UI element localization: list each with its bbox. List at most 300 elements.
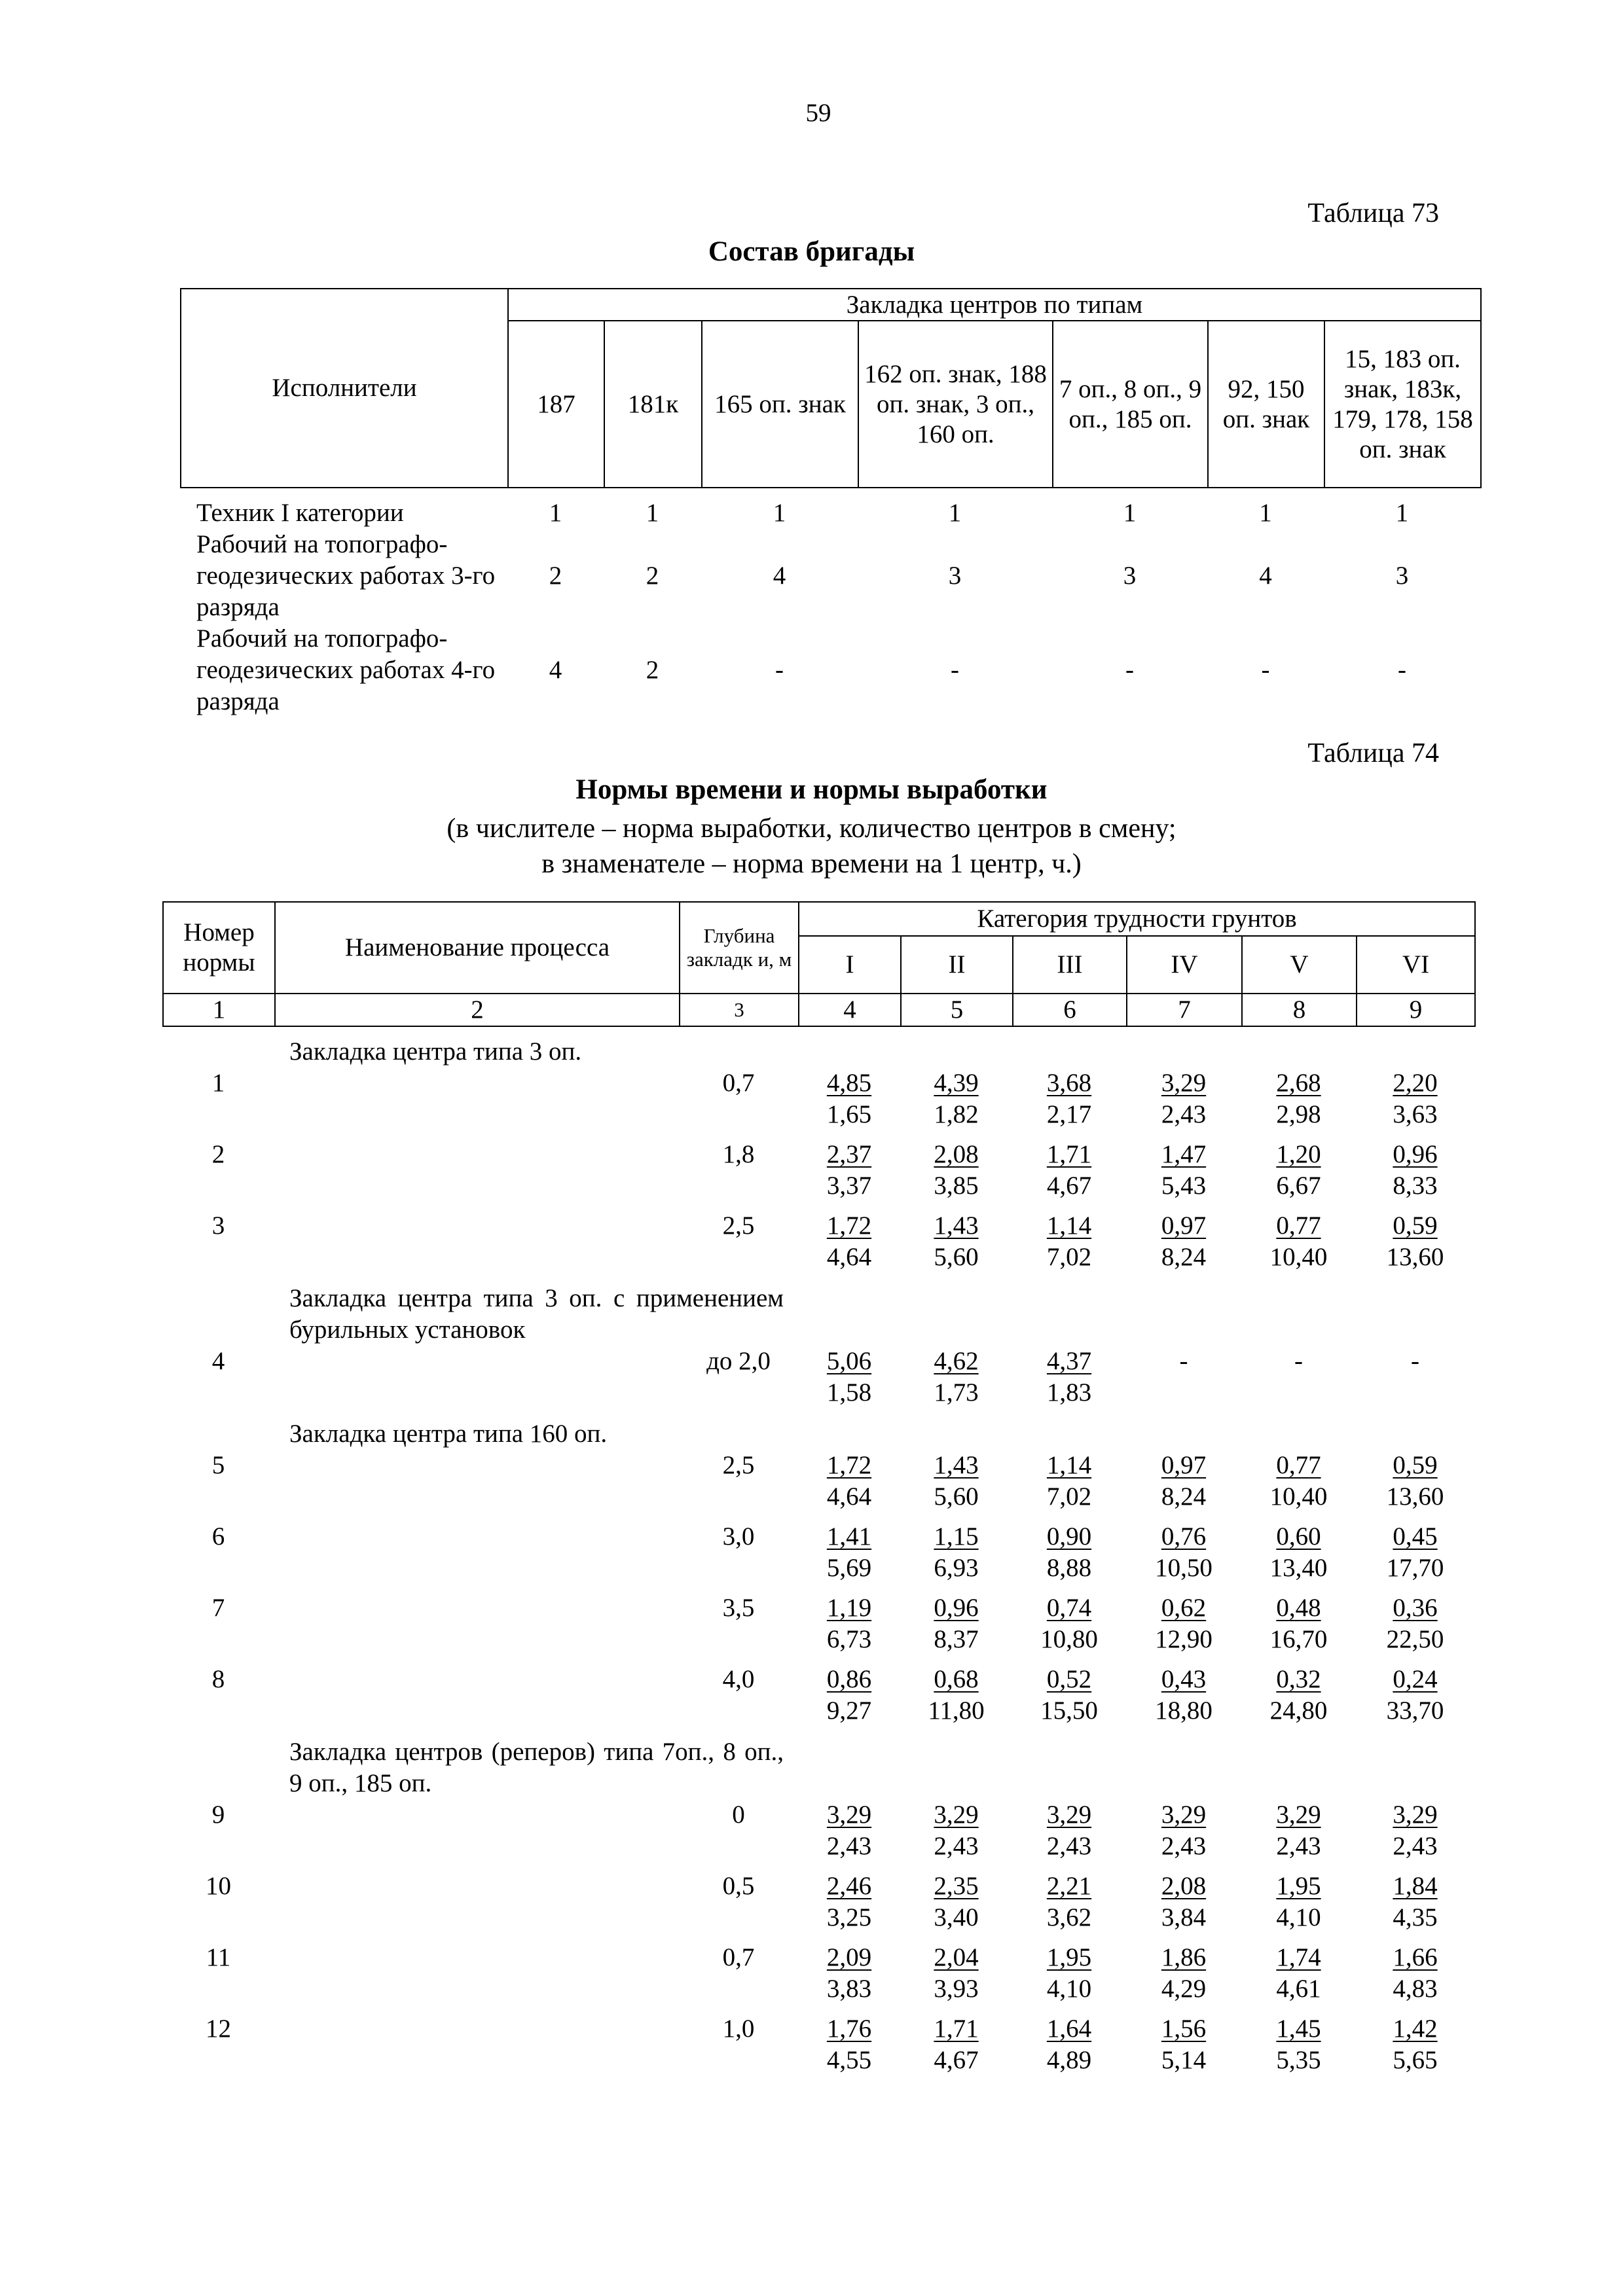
output-norm-text: 1,14 (1046, 1451, 1092, 1479)
output-norm-text: 1,56 (1161, 2015, 1207, 2043)
output-norm (1241, 2013, 1356, 2045)
output-norm (1126, 1450, 1241, 1481)
table73-caption: Таблица 73 (1307, 198, 1439, 228)
process-group-label: Закладка центра типа 3 оп. с применением бурильных установок (289, 1284, 784, 1344)
time-norm: 24,80 (1269, 1696, 1328, 1725)
output-norm (1356, 1664, 1474, 1695)
depth-value: 0,5 (722, 1872, 755, 1900)
output-norm (1356, 1942, 1474, 1973)
table-row (162, 1871, 1474, 1933)
output-norm-text: 3,29 (1046, 1801, 1092, 1829)
output-norm-text: 2,08 (934, 1140, 979, 1168)
table-row (162, 2013, 1474, 2076)
header-category: VI (1357, 936, 1475, 994)
output-norm (798, 1592, 900, 1624)
header-group: Закладка центров по типам (508, 289, 1481, 321)
output-norm-text: 2,20 (1393, 1069, 1438, 1097)
table-row (162, 1942, 1474, 2005)
time-norm: 6,93 (934, 1554, 979, 1582)
time-norm: 2,43 (1046, 1832, 1092, 1860)
output-norm-text: 3,29 (1161, 1801, 1207, 1829)
output-norm (1356, 1067, 1474, 1099)
row-value: 3 (948, 562, 962, 590)
time-norm: 5,43 (1161, 1172, 1207, 1200)
time-norm: 3,37 (826, 1172, 872, 1200)
output-norm-text: 0,76 (1161, 1522, 1207, 1551)
row-value: 1 (646, 499, 659, 527)
header-category: III (1013, 936, 1127, 994)
time-norm: 4,67 (1046, 1172, 1092, 1200)
row-value: 4 (1259, 562, 1272, 590)
norm-number: 5 (211, 1451, 225, 1479)
header-category: IV (1127, 936, 1242, 994)
table-row (162, 1210, 1474, 1273)
time-norm: 5,60 (934, 1482, 979, 1511)
depth-value: до 2,0 (706, 1347, 771, 1375)
output-norm (900, 1871, 1012, 1902)
row-value: 1 (1259, 499, 1272, 527)
output-norm (798, 1346, 900, 1377)
row-value: 1 (948, 499, 962, 527)
row-value: 2 (646, 562, 659, 590)
output-norm (1241, 1210, 1356, 1242)
header-col: 165 оп. знак (702, 321, 858, 488)
norm-number: 3 (211, 1211, 225, 1240)
output-norm (1356, 2013, 1474, 2045)
norm-number: 7 (211, 1594, 225, 1622)
output-norm (1012, 1450, 1126, 1481)
depth-value: 3,5 (722, 1594, 755, 1622)
header-col-number: 5 (901, 994, 1013, 1026)
time-norm: 8,37 (934, 1625, 979, 1653)
norm-number: 4 (211, 1347, 225, 1375)
time-norm: 18,80 (1155, 1696, 1213, 1725)
output-norm: - (1411, 1347, 1419, 1375)
output-norm-text: 1,95 (1276, 1872, 1321, 1900)
time-norm: 3,83 (826, 1975, 872, 2003)
time-norm: 4,10 (1276, 1903, 1321, 1931)
time-norm: 6,73 (826, 1625, 872, 1653)
time-norm: 2,43 (1161, 1100, 1207, 1128)
time-norm: 3,85 (934, 1172, 979, 1200)
page-number: 59 (805, 99, 831, 127)
output-norm (1012, 1871, 1126, 1902)
table-row (162, 1346, 1474, 1408)
header-col: 181к (604, 321, 702, 488)
time-norm: 17,70 (1386, 1554, 1444, 1582)
header-col-number: 6 (1013, 994, 1127, 1026)
time-norm: 4,35 (1393, 1903, 1438, 1931)
table73-title: Состав бригады (708, 236, 915, 267)
output-norm-text: 1,15 (934, 1522, 979, 1551)
norm-number: 11 (206, 1943, 231, 1971)
output-norm-text: 1,19 (826, 1594, 872, 1622)
depth-value: 4,0 (722, 1665, 755, 1693)
output-norm-text: 2,04 (934, 1943, 979, 1971)
time-norm: 9,27 (826, 1696, 872, 1725)
output-norm-text: 1,71 (1046, 1140, 1092, 1168)
output-norm-text: 1,72 (826, 1211, 872, 1240)
row-value: 4 (549, 656, 562, 684)
time-norm: 11,80 (928, 1696, 985, 1725)
norm-number: 2 (211, 1140, 225, 1168)
header-col-number: 9 (1357, 994, 1475, 1026)
output-norm-text: 0,77 (1276, 1451, 1321, 1479)
table-row (180, 497, 1480, 529)
row-value: 1 (773, 499, 786, 527)
time-norm: 10,80 (1040, 1625, 1098, 1653)
table-row (162, 1592, 1474, 1655)
time-norm: 3,62 (1046, 1903, 1092, 1931)
header-process-name: Наименование процесса (275, 902, 680, 994)
time-norm: 3,63 (1393, 1100, 1438, 1128)
header-col-number: 8 (1242, 994, 1357, 1026)
time-norm: 2,17 (1046, 1100, 1092, 1128)
output-norm-text: 0,68 (934, 1665, 979, 1693)
time-norm: 6,67 (1276, 1172, 1321, 1200)
output-norm (1356, 1450, 1474, 1481)
output-norm-text: 1,84 (1393, 1872, 1438, 1900)
output-norm (798, 1139, 900, 1170)
time-norm: 3,84 (1161, 1903, 1207, 1931)
output-norm (1126, 1942, 1241, 1973)
row-value: 1 (1123, 499, 1137, 527)
output-norm-text: 2,08 (1161, 1872, 1207, 1900)
time-norm: 1,73 (934, 1378, 979, 1407)
output-norm-text: 1,72 (826, 1451, 872, 1479)
row-value: - (951, 656, 959, 684)
table-row (162, 1450, 1474, 1513)
output-norm-text: 3,29 (934, 1801, 979, 1829)
output-norm-text: 0,59 (1393, 1451, 1438, 1479)
output-norm: - (1294, 1347, 1303, 1375)
row-value: 2 (549, 562, 562, 590)
row-label: Рабочий на топографо-геодезических работах 4-го разряда (196, 624, 496, 715)
output-norm-text: 5,06 (826, 1347, 872, 1375)
output-norm (1126, 1871, 1241, 1902)
output-norm (1012, 1664, 1126, 1695)
output-norm-text: 1,14 (1046, 1211, 1092, 1240)
output-norm (798, 1664, 900, 1695)
output-norm (1126, 1139, 1241, 1170)
output-norm (1356, 1799, 1474, 1831)
time-norm: 3,40 (934, 1903, 979, 1931)
output-norm (1012, 1139, 1126, 1170)
header-col-number: 4 (799, 994, 901, 1026)
table73-header (180, 288, 1482, 488)
output-norm (1356, 1592, 1474, 1624)
output-norm-text: 0,60 (1276, 1522, 1321, 1551)
output-norm (1126, 1799, 1241, 1831)
header-norm-number: Номер нормы (163, 902, 275, 994)
output-norm-text: 0,59 (1393, 1211, 1438, 1240)
output-norm-text: 0,97 (1161, 1211, 1207, 1240)
output-norm-text: 4,62 (934, 1347, 979, 1375)
output-norm-text: 0,24 (1393, 1665, 1438, 1693)
output-norm-text: 0,96 (934, 1594, 979, 1622)
output-norm (1012, 1521, 1126, 1552)
row-value: - (1398, 656, 1406, 684)
time-norm: 4,89 (1046, 2046, 1092, 2074)
depth-value: 2,5 (722, 1211, 755, 1240)
time-norm: 1,83 (1046, 1378, 1092, 1407)
time-norm: 1,65 (826, 1100, 872, 1128)
norm-number: 9 (211, 1801, 225, 1829)
output-norm (900, 1664, 1012, 1695)
output-norm-text: 0,96 (1393, 1140, 1438, 1168)
output-norm-text: 0,90 (1046, 1522, 1092, 1551)
output-norm-text: 1,41 (826, 1522, 872, 1551)
output-norm-text: 0,77 (1276, 1211, 1321, 1240)
process-group-label: Закладка центров (реперов) типа 7оп., 8 оп., 9 оп., 185 оп. (289, 1738, 784, 1797)
output-norm (900, 1210, 1012, 1242)
time-norm: 3,25 (826, 1903, 872, 1931)
output-norm (798, 2013, 900, 2045)
row-value: 2 (646, 656, 659, 684)
depth-value: 2,5 (722, 1451, 755, 1479)
output-norm (1241, 1521, 1356, 1552)
output-norm-text: 1,47 (1161, 1140, 1207, 1168)
output-norm (1012, 1799, 1126, 1831)
output-norm-text: 0,36 (1393, 1594, 1438, 1622)
output-norm (900, 1799, 1012, 1831)
output-norm (1356, 1521, 1474, 1552)
output-norm-text: 0,74 (1046, 1594, 1092, 1622)
header-category: I (799, 936, 901, 994)
output-norm (1126, 1521, 1241, 1552)
output-norm-text: 4,85 (826, 1069, 872, 1097)
row-label: Техник I категории (196, 499, 404, 527)
time-norm: 8,88 (1046, 1554, 1092, 1582)
output-norm (798, 1871, 900, 1902)
output-norm (798, 1799, 900, 1831)
output-norm (1012, 1210, 1126, 1242)
output-norm-text: 3,29 (826, 1801, 872, 1829)
output-norm (1126, 2013, 1241, 2045)
time-norm: 16,70 (1269, 1625, 1328, 1653)
table74-subtitle-1: (в числителе – норма выработки, количество центров в смену; (447, 814, 1176, 844)
time-norm: 4,55 (826, 2046, 872, 2074)
output-norm (1241, 1871, 1356, 1902)
table74-subtitle-2: в знаменателе – норма времени на 1 центр, ч.) (541, 849, 1082, 879)
header-col: 15, 183 оп. знак, 183к, 179, 178, 158 оп. знак (1324, 321, 1481, 488)
output-norm (900, 1592, 1012, 1624)
time-norm: 7,02 (1046, 1243, 1092, 1271)
table-row (180, 623, 1480, 717)
time-norm: 7,02 (1046, 1482, 1092, 1511)
norm-number: 1 (211, 1069, 225, 1097)
output-norm (1356, 1871, 1474, 1902)
output-norm (900, 2013, 1012, 2045)
time-norm: 3,93 (934, 1975, 979, 2003)
time-norm: 13,40 (1269, 1554, 1328, 1582)
table-row (162, 1067, 1474, 1130)
time-norm: 2,43 (1276, 1832, 1321, 1860)
table74-caption: Таблица 74 (1307, 738, 1439, 768)
process-group-label: Закладка центра типа 160 оп. (289, 1420, 608, 1448)
time-norm: 5,60 (934, 1243, 979, 1271)
output-norm (798, 1521, 900, 1552)
output-norm (1241, 1139, 1356, 1170)
output-norm-text: 3,29 (1393, 1801, 1438, 1829)
time-norm: 10,40 (1269, 1482, 1328, 1511)
output-norm-text: 2,37 (826, 1140, 872, 1168)
header-depth: Глубина закладк и, м (680, 902, 799, 994)
time-norm: 8,24 (1161, 1243, 1207, 1271)
output-norm-text: 0,32 (1276, 1665, 1321, 1693)
output-norm (1012, 1942, 1126, 1973)
depth-value: 1,8 (722, 1140, 755, 1168)
output-norm (1012, 1346, 1126, 1377)
header-col: 7 оп., 8 оп., 9 оп., 185 оп. (1053, 321, 1208, 488)
header-col-number: 2 (275, 994, 680, 1026)
table-row (162, 1139, 1474, 1202)
output-norm (1012, 2013, 1126, 2045)
output-norm (1241, 1664, 1356, 1695)
output-norm-text: 3,29 (1161, 1069, 1207, 1097)
output-norm-text: 3,29 (1276, 1801, 1321, 1829)
time-norm: 4,10 (1046, 1975, 1092, 2003)
time-norm: 5,14 (1161, 2046, 1207, 2074)
time-norm: 10,50 (1155, 1554, 1213, 1582)
row-value: 1 (549, 499, 562, 527)
norm-number: 12 (206, 2015, 231, 2043)
time-norm: 33,70 (1386, 1696, 1444, 1725)
output-norm-text: 2,68 (1276, 1069, 1321, 1097)
time-norm: 4,64 (826, 1482, 872, 1511)
process-group-label: Закладка центра типа 3 оп. (289, 1037, 582, 1066)
output-norm-text: 1,76 (826, 2015, 872, 2043)
output-norm: - (1179, 1347, 1188, 1375)
time-norm: 2,43 (934, 1832, 979, 1860)
table74-header (162, 901, 1476, 1027)
output-norm (1356, 1139, 1474, 1170)
output-norm (900, 1346, 1012, 1377)
header-col: 187 (508, 321, 604, 488)
output-norm (900, 1139, 1012, 1170)
table-row (162, 1664, 1474, 1727)
header-category: II (901, 936, 1013, 994)
output-norm-text: 4,39 (934, 1069, 979, 1097)
norm-number: 10 (206, 1872, 231, 1900)
output-norm (900, 1521, 1012, 1552)
table73-body (180, 497, 1480, 717)
table-row (180, 529, 1480, 623)
output-norm (1126, 1592, 1241, 1624)
time-norm: 2,43 (826, 1832, 872, 1860)
row-value: - (1125, 656, 1134, 684)
output-norm-text: 2,09 (826, 1943, 872, 1971)
row-value: 1 (1395, 499, 1409, 527)
output-norm-text: 1,95 (1046, 1943, 1092, 1971)
table74-title: Нормы времени и нормы выработки (575, 774, 1048, 805)
time-norm: 22,50 (1386, 1625, 1444, 1653)
time-norm: 13,60 (1386, 1482, 1444, 1511)
output-norm-text: 0,86 (826, 1665, 872, 1693)
time-norm: 2,43 (1161, 1832, 1207, 1860)
row-value: 4 (773, 562, 786, 590)
row-value: 3 (1395, 562, 1409, 590)
output-norm-text: 2,35 (934, 1872, 979, 1900)
time-norm: 13,60 (1386, 1243, 1444, 1271)
output-norm (900, 1942, 1012, 1973)
output-norm-text: 1,71 (934, 2015, 979, 2043)
output-norm-text: 4,37 (1046, 1347, 1092, 1375)
output-norm (798, 1067, 900, 1099)
header-col-number: 7 (1127, 994, 1242, 1026)
output-norm-text: 1,20 (1276, 1140, 1321, 1168)
time-norm: 1,82 (934, 1100, 979, 1128)
time-norm: 4,64 (826, 1243, 872, 1271)
time-norm: 5,35 (1276, 2046, 1321, 2074)
header-performers: Исполнители (181, 289, 508, 488)
output-norm (1126, 1067, 1241, 1099)
table-row (162, 1521, 1474, 1584)
output-norm-text: 1,66 (1393, 1943, 1438, 1971)
norm-number: 8 (211, 1665, 225, 1693)
header-col-number: 3 (680, 994, 799, 1026)
row-label: Рабочий на топографо-геодезических работах 3-го разряда (196, 530, 496, 621)
row-value: - (1261, 656, 1270, 684)
output-norm (1012, 1592, 1126, 1624)
time-norm: 4,67 (934, 2046, 979, 2074)
depth-value: 3,0 (722, 1522, 755, 1551)
output-norm-text: 0,62 (1161, 1594, 1207, 1622)
output-norm-text: 0,45 (1393, 1522, 1438, 1551)
output-norm-text: 1,43 (934, 1451, 979, 1479)
output-norm (1241, 1592, 1356, 1624)
output-norm-text: 1,86 (1161, 1943, 1207, 1971)
row-value: 3 (1123, 562, 1137, 590)
output-norm-text: 0,52 (1046, 1665, 1092, 1693)
depth-value: 0,7 (722, 1069, 755, 1097)
header-category-group: Категория трудности грунтов (799, 902, 1475, 936)
output-norm-text: 2,21 (1046, 1872, 1092, 1900)
header-category: V (1242, 936, 1357, 994)
output-norm-text: 0,48 (1276, 1594, 1321, 1622)
output-norm-text: 1,43 (934, 1211, 979, 1240)
output-norm-text: 0,97 (1161, 1451, 1207, 1479)
output-norm (798, 1210, 900, 1242)
output-norm (1241, 1942, 1356, 1973)
output-norm (798, 1450, 900, 1481)
time-norm: 1,58 (826, 1378, 872, 1407)
header-col: 92, 150 оп. знак (1208, 321, 1324, 488)
header-col-number: 1 (163, 994, 275, 1026)
row-value: - (775, 656, 784, 684)
time-norm: 5,69 (826, 1554, 872, 1582)
time-norm: 4,29 (1161, 1975, 1207, 2003)
output-norm-text: 1,42 (1393, 2015, 1438, 2043)
output-norm (1241, 1799, 1356, 1831)
time-norm: 4,61 (1276, 1975, 1321, 2003)
depth-value: 0 (732, 1801, 745, 1829)
depth-value: 0,7 (722, 1943, 755, 1971)
output-norm (798, 1942, 900, 1973)
time-norm: 2,43 (1393, 1832, 1438, 1860)
depth-value: 1,0 (722, 2015, 755, 2043)
norm-number: 6 (211, 1522, 225, 1551)
output-norm (1126, 1664, 1241, 1695)
output-norm-text: 1,74 (1276, 1943, 1321, 1971)
time-norm: 15,50 (1040, 1696, 1098, 1725)
output-norm (1241, 1450, 1356, 1481)
time-norm: 8,33 (1393, 1172, 1438, 1200)
time-norm: 12,90 (1155, 1625, 1213, 1653)
time-norm: 5,65 (1393, 2046, 1438, 2074)
output-norm (1356, 1210, 1474, 1242)
output-norm (900, 1067, 1012, 1099)
